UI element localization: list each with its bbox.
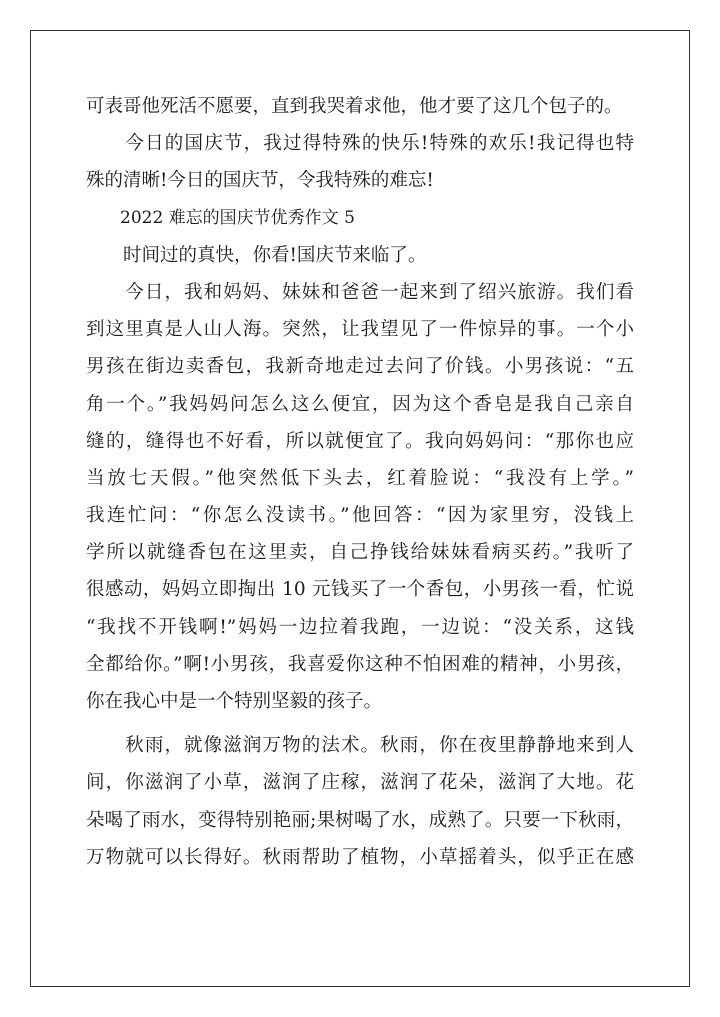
text-line: 很感动，妈妈立即掏出 10 元钱买了一个香包，小男孩一看，忙说 (86, 579, 634, 601)
text-line: 当放七天假。”他突然低下头去，红着脸说：“我没有上学。” (86, 467, 634, 489)
text-line: 我连忙问：“你怎么没读书。”他回答：“因为家里穷，没钱上 (86, 505, 634, 527)
text-line: “我找不开钱啊!”妈妈一边拉着我跑，一边说：“没关系，这钱 (86, 616, 634, 638)
text-line: 今日的国庆节，我过得特殊的快乐!特殊的欢乐!我记得也特 (86, 133, 634, 155)
text-line: 全都给你。”啊!小男孩，我喜爱你这种不怕困难的精神，小男孩， (86, 653, 634, 675)
text-line: 秋雨，就像滋润万物的法术。秋雨，你在夜里静静地来到人 (86, 735, 634, 757)
document-body (86, 88, 634, 876)
text-line: 万物就可以长得好。秋雨帮助了植物，小草摇着头，似乎正在感 (86, 846, 634, 868)
text-line: 角一个。”我妈妈问怎么这么便宜，因为这个香皂是我自己亲自 (86, 393, 634, 415)
section-heading: 2022 难忘的国庆节优秀作文 5 (86, 207, 355, 228)
text-line: 学所以就缝香包在这里卖，自己挣钱给妹妹看病买药。”我听了 (86, 542, 634, 564)
text-line: 可表哥他死活不愿要，直到我哭着求他，他才要了这几个包子的。 (86, 96, 623, 117)
text-line: 殊的清晰!今日的国庆节，令我特殊的难忘! (86, 170, 434, 192)
text-line: 间，你滋润了小草，滋润了庄稼，滋润了花朵，滋润了大地。花 (86, 772, 634, 794)
text-line: 今日，我和妈妈、妹妹和爸爸一起来到了绍兴旅游。我们看 (86, 281, 634, 303)
text-line: 缝的，缝得也不好看，所以就便宜了。我向妈妈问：“那你也应 (86, 430, 634, 452)
text-line: 到这里真是人山人海。突然，让我望见了一件惊异的事。一个小 (86, 319, 634, 341)
text-line: 时间过的真快，你看!国庆节来临了。 (86, 244, 427, 266)
text-line: 男孩在街边卖香包，我新奇地走过去问了价钱。小男孩说：“五 (86, 356, 634, 378)
text-line: 朵喝了雨水，变得特别艳丽;果树喝了水，成熟了。只要一下秋雨， (86, 809, 634, 831)
text-line: 你在我心中是一个特别坚毅的孩子。 (86, 691, 383, 712)
